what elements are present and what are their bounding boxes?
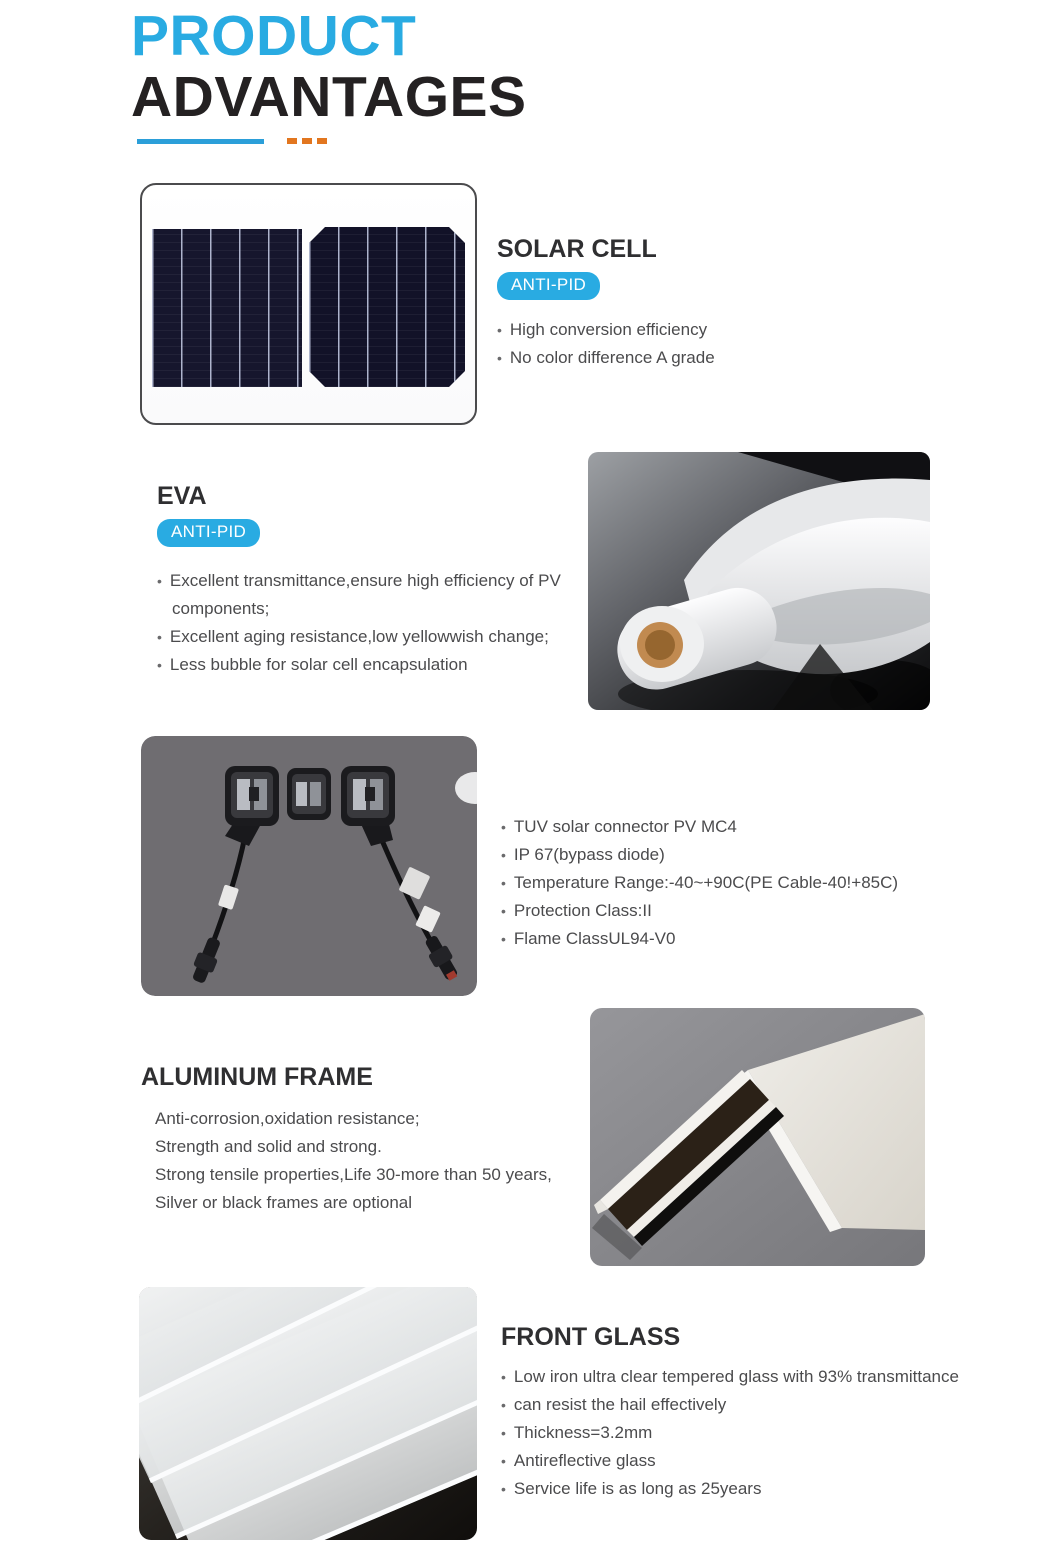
list-item: • Flame ClassUL94-V0 bbox=[501, 925, 898, 953]
section-front-glass bbox=[501, 1322, 1053, 1503]
list-item: • IP 67(bypass diode) bbox=[501, 841, 898, 869]
front-glass-photo bbox=[139, 1287, 477, 1540]
solar-cell-heading: SOLAR CELL bbox=[497, 235, 657, 263]
list-item: • Thickness=3.2mm bbox=[501, 1419, 1053, 1447]
page-title-product: PRODUCT bbox=[131, 4, 417, 68]
solar-cell-photo bbox=[140, 183, 477, 425]
list-item: Anti-corrosion,oxidation resistance; bbox=[155, 1109, 420, 1128]
title-underline-dash bbox=[317, 138, 327, 144]
list-item: • can resist the hail effectively bbox=[501, 1391, 1053, 1419]
list-item: • Low iron ultra clear tempered glass with 93% transmittance bbox=[501, 1363, 1053, 1391]
list-item: • Excellent transmittance,ensure high efficiency of PV components; bbox=[157, 567, 581, 623]
section-eva bbox=[157, 481, 581, 679]
list-item: • Protection Class:II bbox=[501, 897, 898, 925]
list-item: • Less bubble for solar cell encapsulation bbox=[157, 651, 581, 679]
anti-pid-badge: ANTI-PID bbox=[157, 519, 260, 547]
list-item: • High conversion efficiency bbox=[497, 316, 715, 344]
title-underline-dash bbox=[287, 138, 297, 144]
aluminum-frame-photo bbox=[590, 1008, 925, 1266]
eva-film-roll-photo bbox=[588, 452, 930, 710]
front-glass-heading: FRONT GLASS bbox=[501, 1323, 681, 1351]
solar-cell-left bbox=[152, 229, 302, 387]
title-underline bbox=[137, 139, 264, 144]
section-aluminum-frame bbox=[141, 1062, 552, 1217]
solar-cell-right bbox=[309, 227, 465, 387]
list-item: Strength and solid and strong. bbox=[155, 1137, 382, 1156]
list-item: Silver or black frames are optional bbox=[155, 1193, 413, 1212]
section-solar-cell bbox=[497, 234, 715, 372]
mc4-connector-photo bbox=[141, 736, 477, 996]
list-item: • Temperature Range:-40~+90C(PE Cable-40!+85C) bbox=[501, 869, 898, 897]
page-title-advantages: ADVANTAGES bbox=[131, 65, 527, 129]
list-item: Strong tensile properties,Life 30-more than 50 years, bbox=[155, 1165, 552, 1184]
anti-pid-badge: ANTI-PID bbox=[497, 272, 600, 300]
eva-heading: EVA bbox=[157, 482, 207, 510]
list-item: • TUV solar connector PV MC4 bbox=[501, 813, 898, 841]
list-item: • No color difference A grade bbox=[497, 344, 715, 372]
section-connector bbox=[501, 813, 898, 953]
list-item: • Excellent aging resistance,low yellowwish change; bbox=[157, 623, 581, 651]
title-underline-dash bbox=[302, 138, 312, 144]
list-item: • Antireflective glass bbox=[501, 1447, 1053, 1475]
aluminum-frame-heading: ALUMINUM FRAME bbox=[141, 1063, 373, 1091]
list-item: • Service life is as long as 25years bbox=[501, 1475, 1053, 1503]
